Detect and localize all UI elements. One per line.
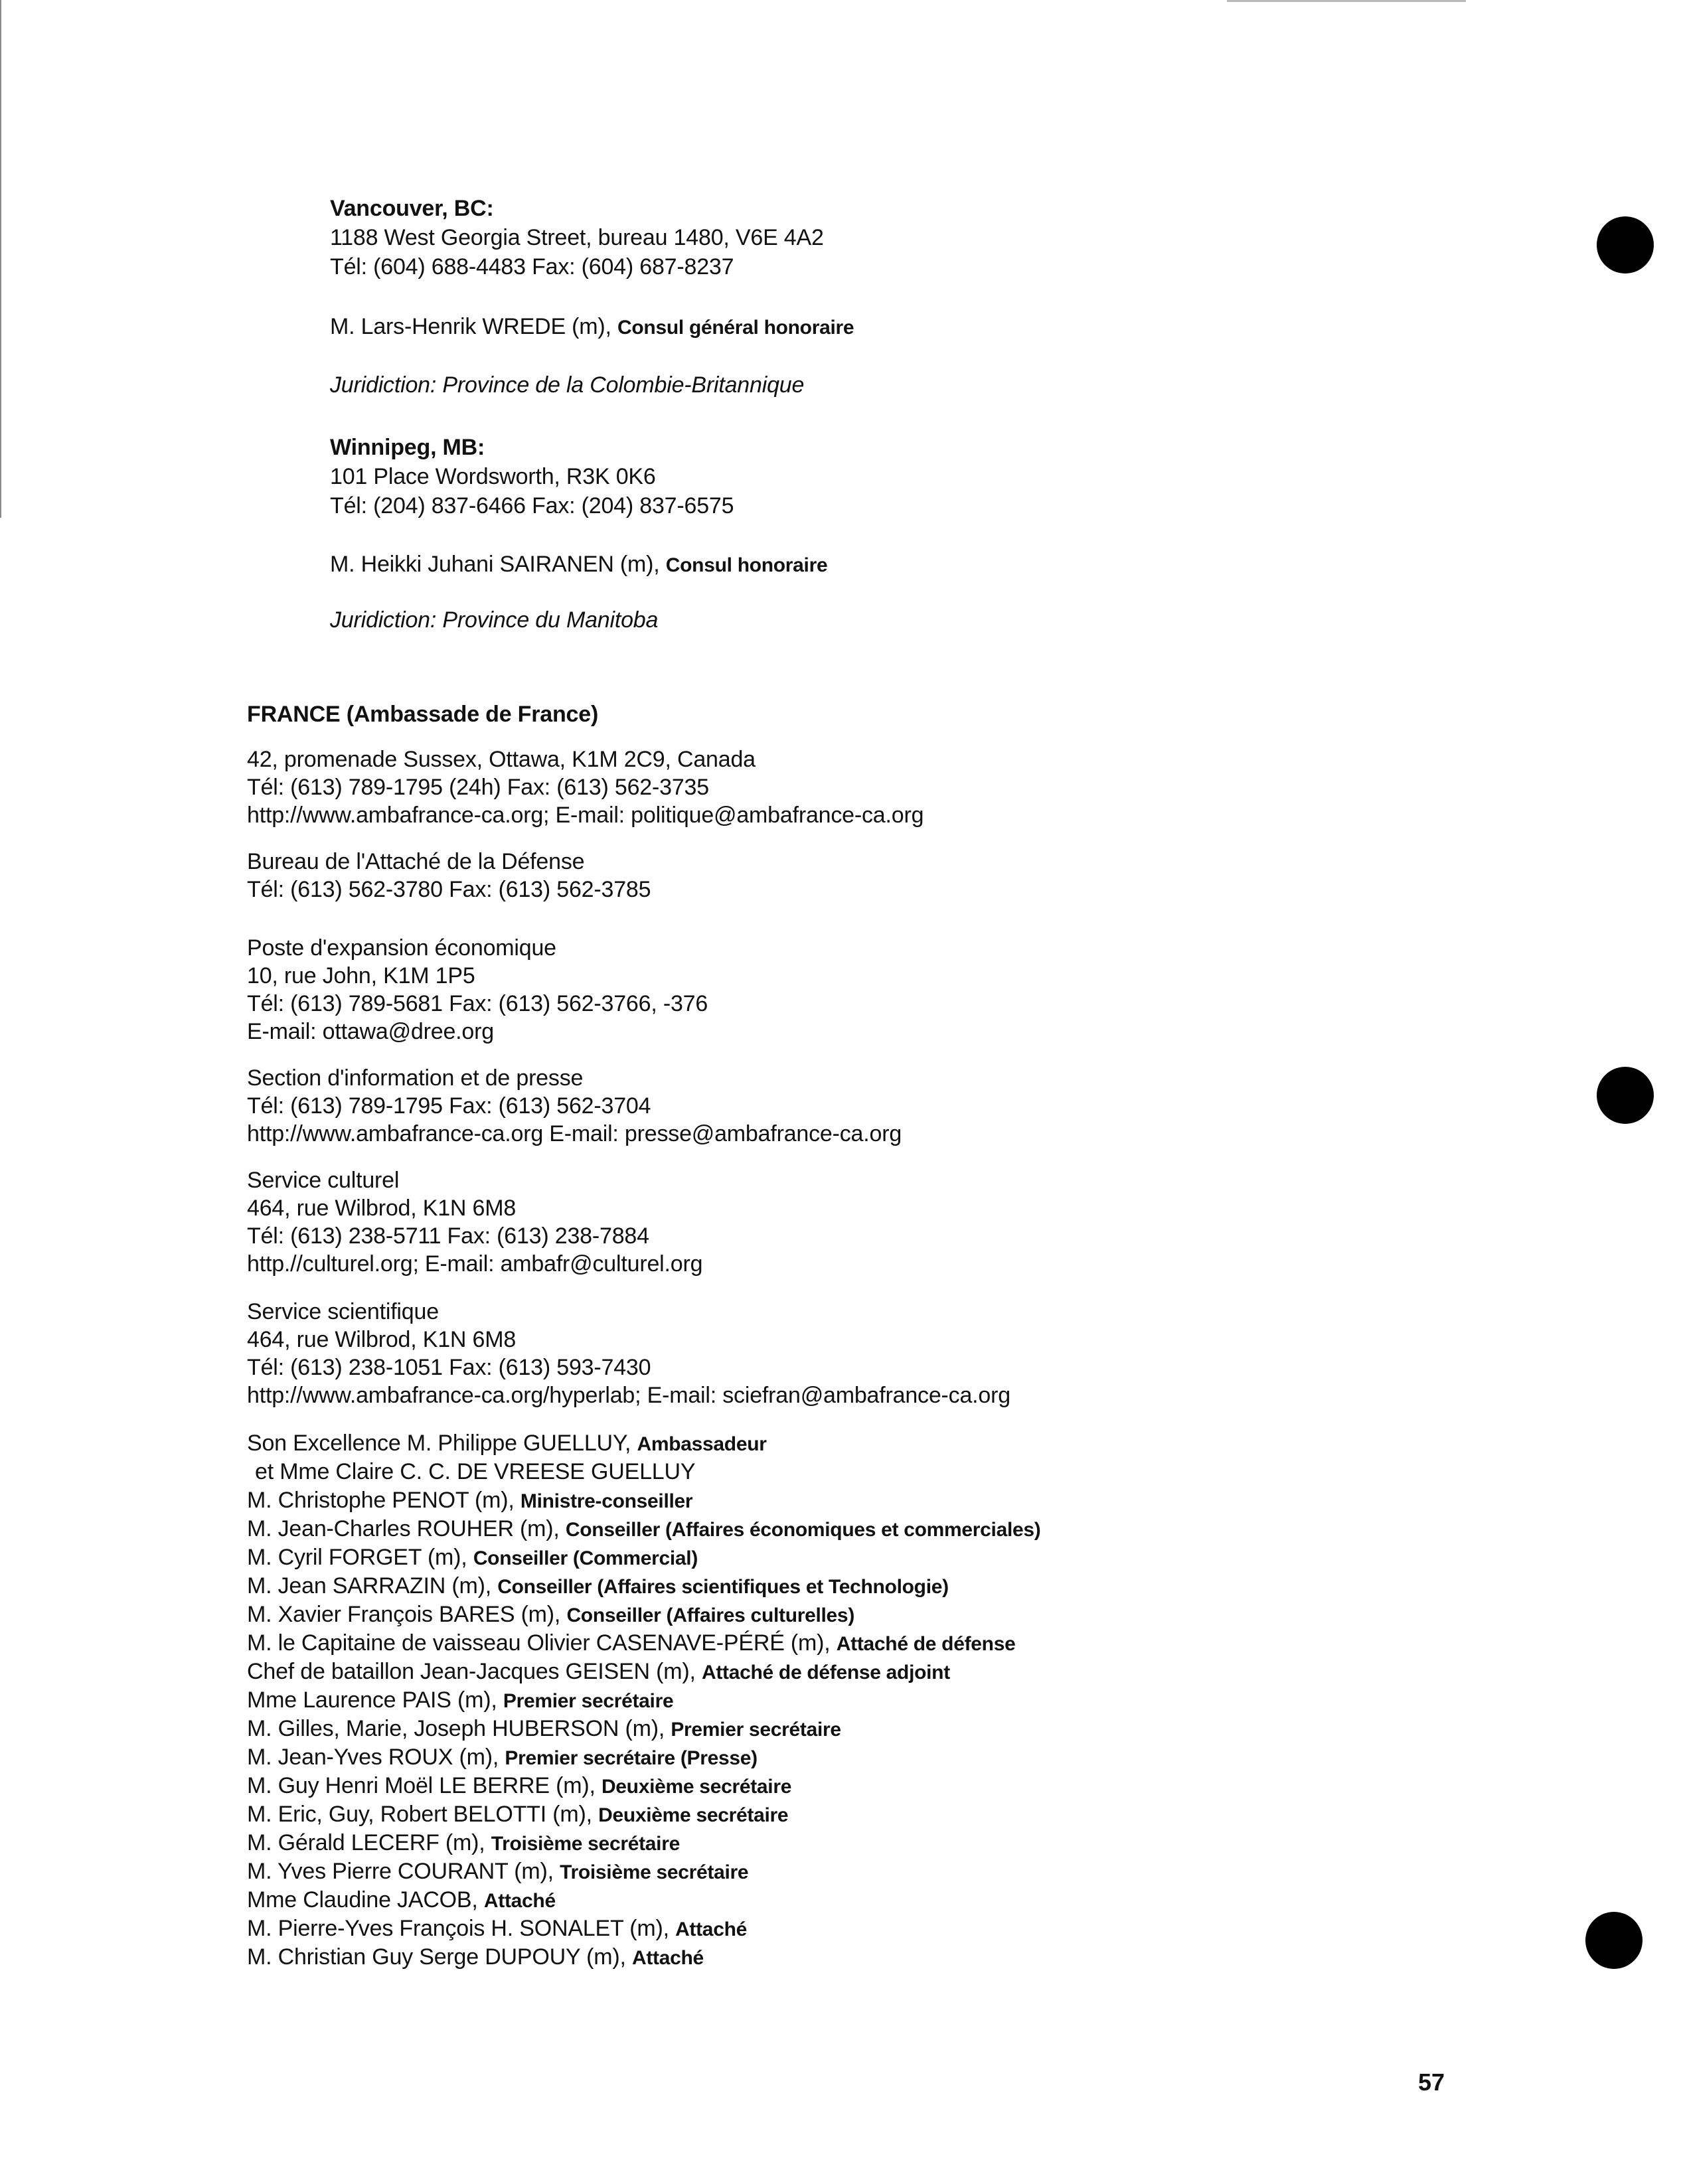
economic-line: Tél: (613) 789-5681 Fax: (613) 562-3766, -376: [247, 991, 708, 1016]
staff-entry: [247, 1630, 1015, 1658]
press-line: Section d'information et de presse: [247, 1065, 584, 1091]
staff-entry: [247, 1544, 698, 1572]
staff-name: M. Christian Guy Serge DUPOUY (m),: [247, 1944, 626, 1970]
vancouver-address: 1188 West Georgia Street, bureau 1480, V6E 4A2: [330, 225, 824, 250]
staff-role: Attaché: [631, 1947, 704, 1969]
staff-entry: [247, 1516, 1040, 1543]
winnipeg-phone: Tél: (204) 837-6466 Fax: (204) 837-6575: [330, 493, 734, 518]
embassy-line: http://www.ambafrance-ca.org; E-mail: politique@ambafrance-ca.org: [247, 803, 924, 828]
scan-artifact: [1227, 0, 1466, 2]
vancouver-official: [330, 313, 854, 341]
staff-role: Attaché de défense: [836, 1633, 1016, 1655]
staff-name: M. Eric, Guy, Robert BELOTTI (m),: [247, 1802, 592, 1827]
economic-line: Poste d'expansion économique: [247, 935, 556, 961]
economic-line: 10, rue John, K1M 1P5: [247, 963, 475, 988]
staff-name: M. Cyril FORGET (m),: [247, 1545, 467, 1570]
staff-name: Chef de bataillon Jean-Jacques GEISEN (m),: [247, 1659, 696, 1684]
staff-entry: [247, 1487, 692, 1515]
staff-name: M. Pierre-Yves François H. SONALET (m),: [247, 1916, 669, 1941]
page-number: 57: [1418, 2068, 1445, 2096]
press-line: Tél: (613) 789-1795 Fax: (613) 562-3704: [247, 1093, 651, 1119]
staff-role: Conseiller (Affaires scientifiques et Technologie): [497, 1576, 949, 1598]
staff-name: M. Xavier François BARES (m),: [247, 1602, 561, 1627]
cultural-line: Service culturel: [247, 1168, 400, 1193]
staff-entry: [255, 1458, 695, 1486]
staff-name: Mme Claudine JACOB,: [247, 1887, 478, 1912]
staff-entry: [247, 1601, 854, 1629]
official-role: Consul général honoraire: [617, 317, 854, 339]
vancouver-city: Vancouver, BC:: [330, 196, 494, 221]
page-edge-line: [0, 0, 1, 518]
staff-entry: [247, 1944, 704, 1972]
scientific-line: Tél: (613) 238-1051 Fax: (613) 593-7430: [247, 1355, 651, 1380]
staff-name: M. Yves Pierre COURANT (m),: [247, 1859, 554, 1884]
staff-role: Premier secrétaire: [503, 1690, 674, 1712]
staff-entry: [247, 1858, 748, 1886]
winnipeg-address: 101 Place Wordsworth, R3K 0K6: [330, 464, 656, 489]
staff-role: Attaché de défense adjoint: [701, 1662, 950, 1683]
france-heading: FRANCE (Ambassade de France): [247, 702, 599, 727]
staff-entry: [247, 1573, 949, 1600]
staff-role: Attaché: [483, 1890, 556, 1912]
economic-line: E-mail: ottawa@dree.org: [247, 1019, 494, 1044]
staff-entry: [247, 1687, 673, 1715]
staff-entry: [247, 1658, 950, 1686]
official-name: M. Lars-Henrik WREDE (m),: [330, 314, 611, 339]
staff-entry: [247, 1915, 747, 1943]
staff-entry: [247, 1830, 680, 1857]
staff-role: Deuxième secrétaire: [601, 1776, 792, 1798]
staff-entry: [247, 1887, 556, 1914]
staff-name: M. Christophe PENOT (m),: [247, 1488, 515, 1513]
staff-entry: [247, 1430, 767, 1458]
staff-role: Conseiller (Commercial): [473, 1547, 698, 1569]
scientific-line: Service scientifique: [247, 1299, 439, 1324]
scientific-line: 464, rue Wilbrod, K1N 6M8: [247, 1327, 517, 1352]
cultural-line: Tél: (613) 238-5711 Fax: (613) 238-7884: [247, 1223, 649, 1249]
staff-role: Conseiller (Affaires culturelles): [566, 1604, 855, 1626]
defense-line: Tél: (613) 562-3780 Fax: (613) 562-3785: [247, 877, 651, 902]
staff-role: Premier secrétaire (Presse): [505, 1747, 758, 1769]
staff-entry: [247, 1744, 758, 1772]
staff-role: Premier secrétaire: [671, 1719, 841, 1741]
winnipeg-jurisdiction: Juridiction: Province du Manitoba: [330, 607, 659, 633]
scientific-line: http://www.ambafrance-ca.org/hyperlab; E-mail: sciefran@ambafrance-ca.org: [247, 1383, 1010, 1408]
staff-name: M. Gérald LECERF (m),: [247, 1830, 485, 1855]
winnipeg-city: Winnipeg, MB:: [330, 435, 485, 460]
staff-name: Son Excellence M. Philippe GUELLUY,: [247, 1431, 631, 1456]
staff-name: M. Jean SARRAZIN (m),: [247, 1573, 491, 1599]
defense-line: Bureau de l'Attaché de la Défense: [247, 849, 585, 874]
staff-role: Deuxième secrétaire: [598, 1804, 789, 1826]
staff-name: Mme Laurence PAIS (m),: [247, 1687, 497, 1713]
staff-role: Troisième secrétaire: [491, 1833, 680, 1855]
staff-role: Ambassadeur: [637, 1433, 767, 1455]
cultural-line: http.//culturel.org; E-mail: ambafr@culturel.org: [247, 1251, 703, 1277]
staff-name: M. Jean-Charles ROUHER (m),: [247, 1516, 560, 1541]
staff-entry: [247, 1772, 791, 1800]
staff-name: M. Jean-Yves ROUX (m),: [247, 1745, 499, 1770]
staff-role: Attaché: [675, 1918, 747, 1940]
staff-name: M. Guy Henri Moël LE BERRE (m),: [247, 1773, 596, 1798]
binder-hole-top: [1597, 216, 1654, 273]
embassy-line: 42, promenade Sussex, Ottawa, K1M 2C9, Canada: [247, 747, 756, 772]
staff-role: Conseiller (Affaires économiques et commerciales): [565, 1519, 1041, 1541]
staff-name: M. Gilles, Marie, Joseph HUBERSON (m),: [247, 1716, 665, 1741]
vancouver-phone: Tél: (604) 688-4483 Fax: (604) 687-8237: [330, 254, 734, 279]
staff-name: M. le Capitaine de vaisseau Olivier CASENAVE-PÉRÉ (m),: [247, 1630, 831, 1656]
official-name: M. Heikki Juhani SAIRANEN (m),: [330, 552, 660, 577]
embassy-line: Tél: (613) 789-1795 (24h) Fax: (613) 562-3735: [247, 775, 709, 800]
official-role: Consul honoraire: [665, 554, 828, 576]
staff-entry: [247, 1715, 841, 1743]
staff-role: Ministre-conseiller: [520, 1490, 693, 1512]
staff-role: Troisième secrétaire: [560, 1861, 749, 1883]
winnipeg-official: [330, 551, 827, 579]
press-line: http://www.ambafrance-ca.org E-mail: presse@ambafrance-ca.org: [247, 1121, 902, 1146]
binder-hole-bottom: [1585, 1912, 1643, 1969]
cultural-line: 464, rue Wilbrod, K1N 6M8: [247, 1196, 517, 1221]
vancouver-jurisdiction: Juridiction: Province de la Colombie-Britannique: [330, 372, 805, 398]
staff-name: et Mme Claire C. C. DE VREESE GUELLUY: [255, 1459, 696, 1484]
staff-entry: [247, 1801, 788, 1829]
binder-hole-middle: [1597, 1067, 1654, 1124]
